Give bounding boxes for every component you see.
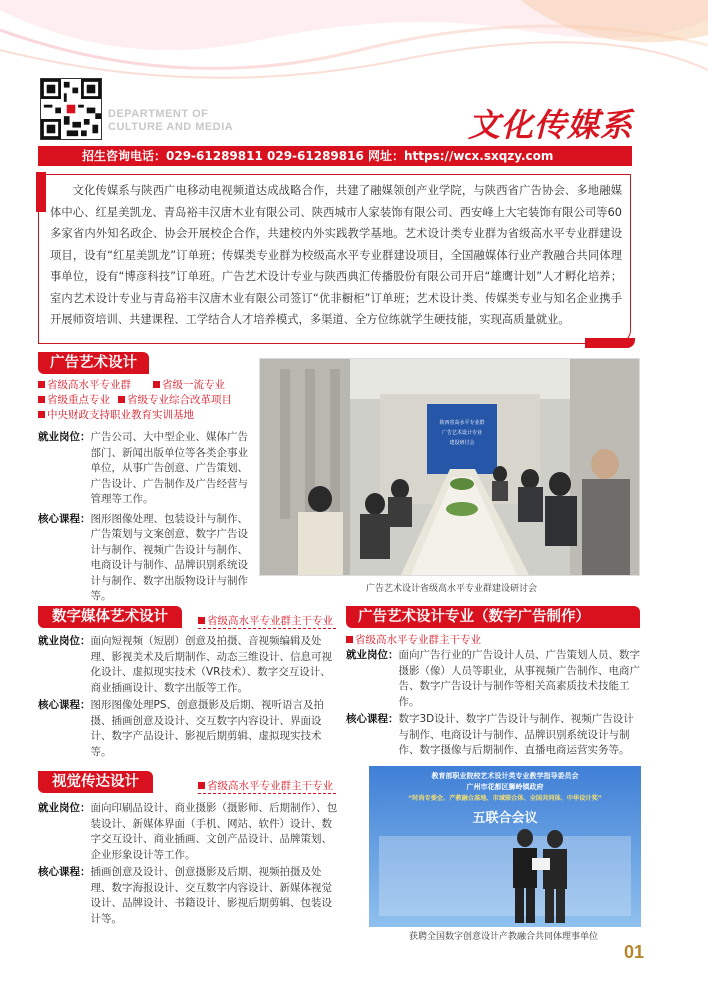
bullet-square-icon	[198, 782, 205, 789]
visual-communication-details	[38, 801, 338, 927]
tag: 省级高水平专业群主干专业	[355, 634, 481, 646]
tag: 省级一流专业	[162, 379, 225, 391]
page-title: 文化传媒系	[468, 106, 634, 144]
core-row	[346, 712, 642, 759]
bullet-square-icon	[198, 617, 205, 624]
award-photo	[369, 766, 641, 927]
bullet-square-icon	[346, 636, 353, 643]
header-wave-decoration	[0, 0, 708, 110]
bullet-square-icon	[38, 411, 45, 418]
jobs-row	[38, 430, 254, 508]
core-text: 图形图像处理PS、创意摄影及后期、视听语言及拍摄、插画创意及设计、交互数字内容设计、界面设计、数字产品设计、影视后期剪辑、虚拟现实技术等。	[90, 699, 324, 758]
tag: 省级高水平专业群	[47, 379, 131, 391]
jobs-row	[346, 648, 642, 710]
jobs-text: 面向短视频（短剧）创意及拍摄、音视频编辑及处理、影视美术及后期制作、动态三维设计、信息可视化设计、虚拟现实技术（VR技术）、数字交互设计、商业插画设计、数字出版等工作。	[90, 635, 332, 694]
core-text: 数字3D设计、数字广告设计与制作、视频广告设计与制作、电商设计与制作、品牌识别系统设计与制作、数字摄像与后期制作、直播电商运营实务等。	[398, 713, 634, 756]
core-label: 核心课程：	[38, 699, 91, 711]
jobs-label: 就业岗位：	[38, 802, 91, 814]
jobs-text: 面向印刷品设计、商业摄影（摄影师、后期制作）、包装设计、新媒体界面（手机、网站、软件）设计、数字交互设计、商业插画、文创产品设计、品牌策划、企业形象设计等工作。	[90, 802, 338, 861]
core-row	[38, 865, 338, 927]
tag: 中央财政支持职业教育实训基地	[47, 409, 194, 421]
bullet-square-icon	[38, 381, 45, 388]
svg-text:广告艺术设计专业: 广告艺术设计专业	[441, 430, 483, 436]
core-row	[38, 698, 338, 760]
meeting-illustration	[260, 359, 640, 576]
banner-line-4: 五联合会议	[472, 811, 538, 826]
intro-corner-accent-bottom	[585, 338, 635, 348]
visual-communication-tag	[198, 779, 333, 794]
banner-line-1: 教育部职业院校艺术设计类专业教学指导委员会	[431, 772, 579, 780]
core-label: 核心课程：	[38, 512, 91, 525]
jobs-label: 就业岗位：	[346, 649, 399, 661]
core-text: 插画创意及设计、创意摄影及后期、视频拍摄及处理、数字海报设计、交互数字内容设计、新媒体视觉设计、品牌设计、书籍设计、影视后期剪辑、包装设计等。	[90, 866, 332, 925]
core-label: 核心课程：	[38, 866, 91, 878]
intro-text: 文化传媒系与陕西广电移动电视频道达成战略合作，共建了融媒领创产业学院，与陕西省广告协会、多地融媒体中心、红星美凯龙、青岛裕丰汉唐木业有限公司、陕西城市人家装饰有限公司、西安峰上大宅装饰有限公司等60多家省内外知名政企、协会开展校企合作，共建校内外实践教学基地。艺术设计类专业群为省级高水平专业群建设项目，设有“红星美凯龙”订单班；传媒类专业群为校级高水平专业群建设项目，全国融媒体行业产教融合共同体理事单位，设有“博彦科技”订单班。广告艺术设计专业与陕西典汇传播股份有限公司开启“雄鹰计划”人才孵化培养；室内艺术设计专业与青岛裕丰汉唐木业有限公司签订“优非橱柜”订单班；艺术设计类、传媒类专业与知名企业携手开展师资培训、共建课程、工学结合人才培养模式，多渠道、全方位练就学生硬技能，实现高质量就业。	[50, 184, 622, 326]
divider	[198, 793, 336, 794]
tag: 省级专业综合改革项目	[127, 394, 232, 406]
jobs-text: 广告公司、大中型企业、媒体广告部门、新闻出版单位等各类企事业单位，从事广告创意、广告策划、广告设计、广告制作及广告经营与管理等工作。	[90, 431, 248, 505]
department-english-name	[108, 108, 233, 134]
qr-code-icon	[41, 79, 101, 139]
section-title-digital-media: 数字媒体艺术设计	[38, 606, 182, 628]
award-photo-caption: 获聘全国数字创意设计产教融合共同体理事单位	[409, 932, 599, 942]
digital-advertising-tag	[346, 633, 481, 648]
dept-line-2: CULTURE AND MEDIA	[108, 121, 234, 133]
meeting-photo	[259, 358, 640, 576]
intro-box	[38, 174, 631, 344]
core-label: 核心课程：	[346, 713, 399, 725]
advertising-details	[38, 430, 254, 605]
contact-bar: 招生咨询电话：029-61289811 029-61289816 网址：https://wcx.sxqzy.com	[38, 146, 632, 166]
section-title-visual-communication: 视觉传达设计	[38, 771, 153, 793]
divider	[198, 628, 336, 629]
award-illustration	[369, 766, 641, 927]
section-title-digital-advertising: 广告艺术设计专业（数字广告制作）	[346, 606, 640, 628]
tag: 省级高水平专业群主干专业	[207, 780, 333, 792]
core-row	[38, 512, 254, 605]
bullet-square-icon	[153, 381, 160, 388]
bullet-square-icon	[118, 396, 125, 403]
svg-text:建设研讨会: 建设研讨会	[449, 440, 475, 446]
digital-media-details	[38, 634, 338, 760]
tag: 省级重点专业	[47, 394, 110, 406]
bullet-square-icon	[38, 396, 45, 403]
jobs-text: 面向广告行业的广告设计人员、广告策划人员、数字摄影（像）人员等职业，从事视频广告制作、电商广告、数字广告设计与制作等相关高素质技术技能工作。	[398, 649, 640, 708]
svg-text:陕西省高水平专业群: 陕西省高水平专业群	[439, 420, 485, 426]
page-number: 01	[624, 942, 645, 962]
section-title-advertising: 广告艺术设计	[38, 352, 149, 374]
digital-advertising-details	[346, 648, 642, 759]
intro-corner-accent	[36, 172, 46, 212]
core-text: 图形图像处理、包装设计与制作、广告策划与文案创意、数字广告设计与制作、视频广告设计与制作、电商设计与制作、品牌识别系统设计与制作、数字出版物设计与制作等。	[90, 512, 248, 602]
jobs-row	[38, 634, 338, 696]
advertising-tags	[38, 378, 254, 423]
banner-line-2: 广州市花都区狮岭镇政府	[466, 783, 544, 791]
qr-code[interactable]	[40, 78, 102, 140]
jobs-label: 就业岗位：	[38, 431, 91, 443]
digital-media-tag	[198, 614, 333, 629]
banner-line-3: “时尚专委会、产教融合基地、市域联合体、全国共同体、中华设计奖”	[408, 795, 602, 802]
dept-line-1: DEPARTMENT OF	[108, 108, 209, 120]
meeting-photo-caption: 广告艺术设计省级高水平专业群建设研讨会	[366, 584, 538, 594]
jobs-row	[38, 801, 338, 863]
jobs-label: 就业岗位：	[38, 635, 91, 647]
tag: 省级高水平专业群主干专业	[207, 615, 333, 627]
